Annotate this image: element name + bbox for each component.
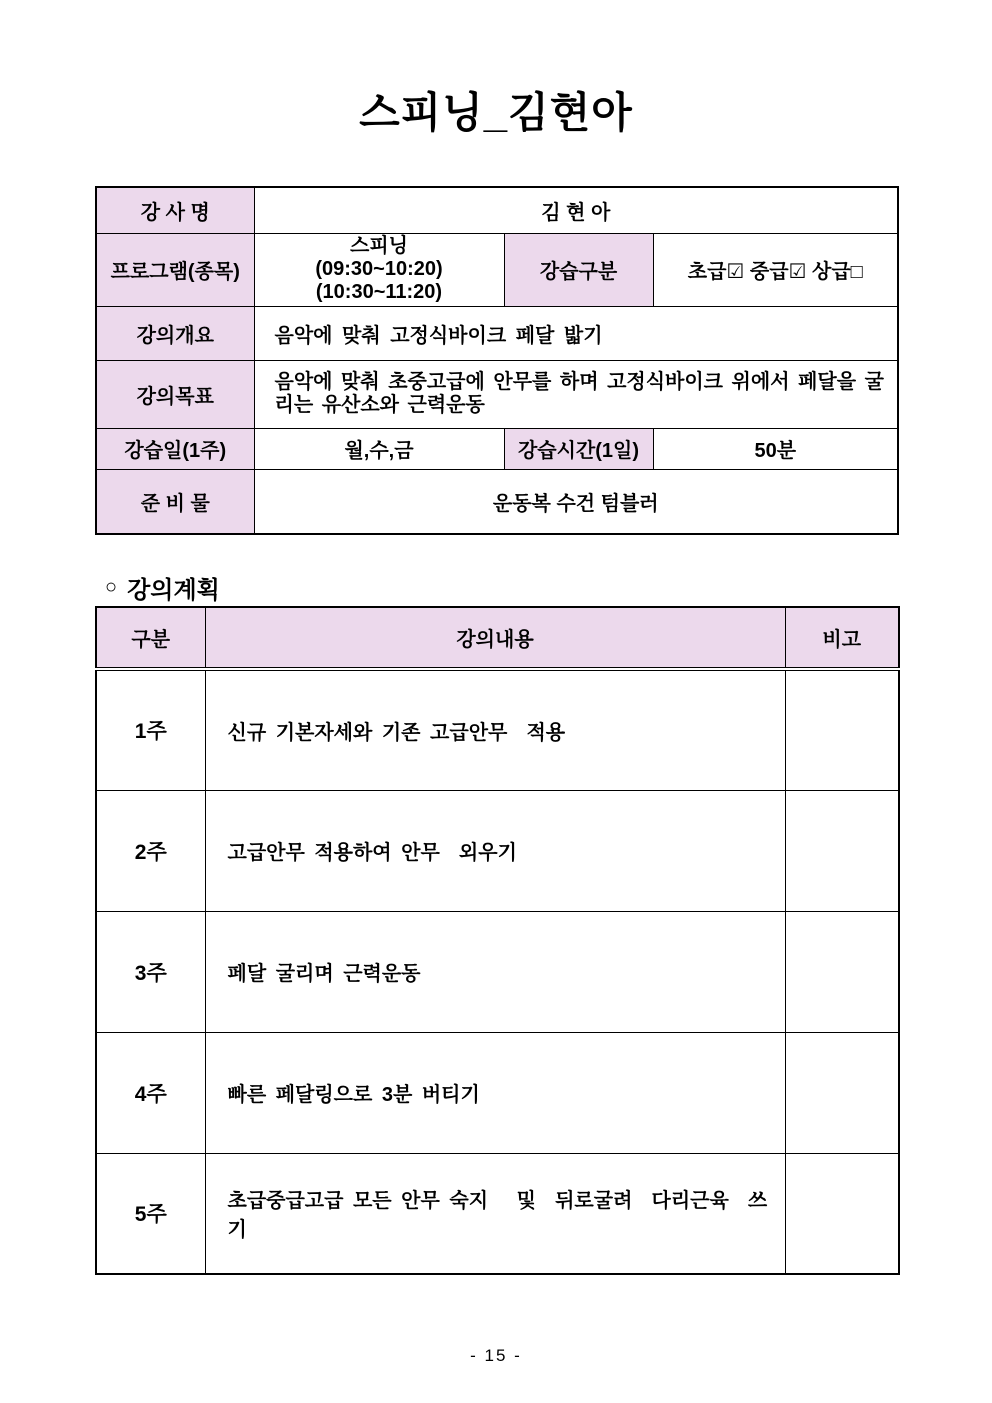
table-row <box>96 911 899 1032</box>
table-row <box>96 306 898 360</box>
col-header-week: 구분 <box>96 607 205 669</box>
table-row <box>96 1032 899 1153</box>
table-row <box>96 187 898 233</box>
page-number: - 15 - <box>470 1346 522 1365</box>
supplies-label: 준 비 물 <box>96 469 254 534</box>
days-label: 강습일(1주) <box>96 428 254 469</box>
course-info-table <box>95 186 899 535</box>
instructor-label: 강 사 명 <box>96 187 254 233</box>
week-note <box>785 911 899 1032</box>
plan-section-header <box>105 570 220 605</box>
goal-label: 강의목표 <box>96 360 254 428</box>
week-note <box>785 669 899 790</box>
plan-section-title: 강의계획 <box>127 577 220 604</box>
week-label: 2주 <box>96 790 205 911</box>
week-label: 4주 <box>96 1032 205 1153</box>
circle-bullet-icon: ○ <box>105 576 118 598</box>
table-row <box>96 360 898 428</box>
week-content: 빠른 페달링으로 3분 버티기 <box>205 1032 785 1153</box>
week-label: 3주 <box>96 911 205 1032</box>
program-value <box>254 233 504 306</box>
week-content: 초급중급고급 모든 안무 숙지 및 뒤로굴려 다리근육 쓰기 <box>205 1153 785 1274</box>
col-header-note: 비고 <box>785 607 899 669</box>
week-note <box>785 1153 899 1274</box>
program-label: 프로그램(종목) <box>96 233 254 306</box>
overview-label: 강의개요 <box>96 306 254 360</box>
week-content: 신규 기본자세와 기존 고급안무 적용 <box>205 669 785 790</box>
table-row <box>96 428 898 469</box>
table-row <box>96 790 899 911</box>
table-row <box>96 669 899 790</box>
week-label: 1주 <box>96 669 205 790</box>
table-row <box>96 1153 899 1274</box>
lecture-plan-table <box>95 606 900 1275</box>
col-header-content: 강의내용 <box>205 607 785 669</box>
week-content: 고급안무 적용하여 안무 외우기 <box>205 790 785 911</box>
week-note <box>785 790 899 911</box>
table-row <box>96 469 898 534</box>
program-time-2: (10:30~11:20) <box>315 281 443 303</box>
document-title: 스피닝_김현아 <box>359 89 633 136</box>
overview-value: 음악에 맞춰 고정식바이크 페달 밟기 <box>254 306 898 360</box>
time-value: 50분 <box>653 428 898 469</box>
week-note <box>785 1032 899 1153</box>
goal-value: 음악에 맞춰 초중고급에 안무를 하며 고정식바이크 위에서 페달을 굴리는 유산소와 근력운동 <box>254 360 898 428</box>
days-value: 월,수,금 <box>254 428 504 469</box>
week-content: 페달 굴리며 근력운동 <box>205 911 785 1032</box>
time-label: 강습시간(1일) <box>504 428 653 469</box>
class-type-checkboxes: 초급☑ 중급☑ 상급□ <box>653 233 898 306</box>
instructor-value: 김 현 아 <box>254 187 898 233</box>
program-time-1: (09:30~10:20) <box>315 258 443 280</box>
week-label: 5주 <box>96 1153 205 1274</box>
table-row <box>96 233 898 306</box>
table-header-row <box>96 607 899 669</box>
class-type-label: 강습구분 <box>504 233 653 306</box>
program-name: 스피닝 <box>350 235 408 257</box>
supplies-value: 운동복 수건 텀블러 <box>254 469 898 534</box>
